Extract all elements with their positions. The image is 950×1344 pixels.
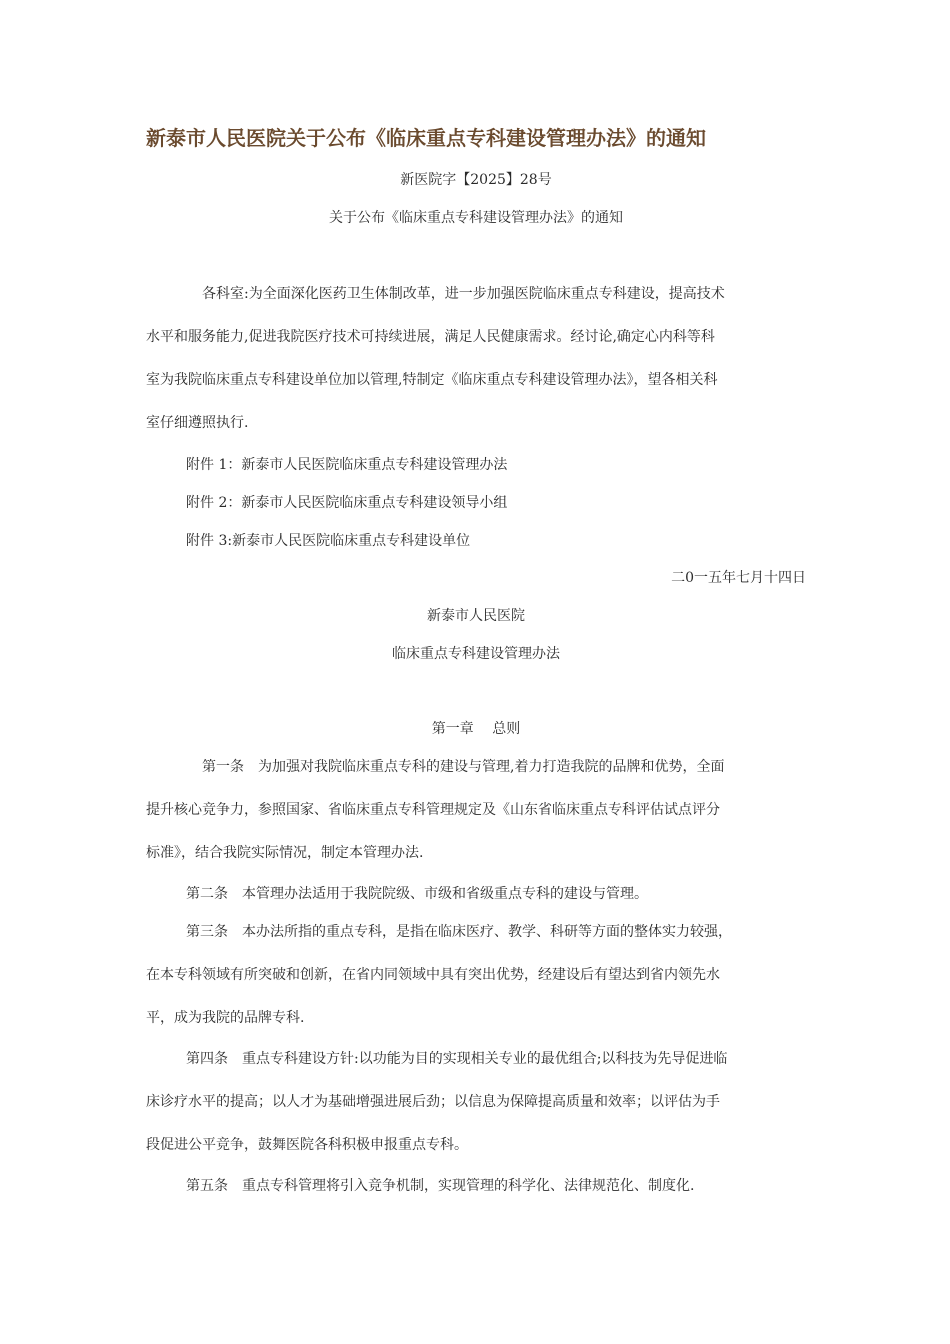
article-1-line-3: 标准》，结合我院实际情况，制定本管理办法. <box>146 845 424 861</box>
article-3-line-2: 在本专科领域有所突破和创新，在省内同领域中具有突出优势，经建设后有望达到省内领先水 <box>146 967 720 983</box>
issuer-name: 新泰市人民医院 <box>427 608 525 624</box>
measures-title: 临床重点专科建设管理办法 <box>392 646 560 662</box>
document-subtitle: 关于公布《临床重点专科建设管理办法》的通知 <box>329 210 623 226</box>
article-3-line-1: 第三条 本办法所指的重点专科，是指在临床医疗、教学、科研等方面的整体实力较强， <box>186 924 732 940</box>
intro-line-2: 水平和服务能力,促进我院医疗技术可持续进展，满足人民健康需求。经讨论,确定心内科等科 <box>146 329 715 345</box>
article-4-line-3: 段促进公平竞争，鼓舞医院各科积极申报重点专科。 <box>146 1137 468 1153</box>
document-number: 新医院字【2025】28号 <box>400 172 552 188</box>
intro-line-3: 室为我院临床重点专科建设单位加以管理,特制定《临床重点专科建设管理办法》，望各相关科 <box>146 372 718 388</box>
article-2: 第二条 本管理办法适用于我院院级、市级和省级重点专科的建设与管理。 <box>186 886 648 902</box>
article-4-line-1: 第四条 重点专科建设方针:以功能为目的实现相关专业的最优组合;以科技为先导促进临 <box>186 1051 728 1067</box>
article-5: 第五条 重点专科管理将引入竞争机制，实现管理的科学化、法律规范化、制度化. <box>186 1178 695 1194</box>
chapter-heading: 第一章 总则 <box>431 721 521 737</box>
attachment-3: 附件 3:新泰市人民医院临床重点专科建设单位 <box>186 533 471 549</box>
document-date: 二0一五年七月十四日 <box>671 570 806 586</box>
article-1-line-1: 第一条 为加强对我院临床重点专科的建设与管理,着力打造我院的品牌和优势，全面 <box>202 759 725 775</box>
article-1-line-2: 提升核心竞争力，参照国家、省临床重点专科管理规定及《山东省临床重点专科评估试点评分 <box>146 802 720 818</box>
article-4-line-2: 床诊疗水平的提高；以人才为基础增强进展后劲；以信息为保障提高质量和效率；以评估为手 <box>146 1094 720 1110</box>
intro-line-1: 各科室:为全面深化医药卫生体制改革，进一步加强医院临床重点专科建设，提高技术 <box>202 286 725 302</box>
document-title: 新泰市人民医院关于公布《临床重点专科建设管理办法》的通知 <box>146 126 706 150</box>
attachment-2: 附件 2：新泰市人民医院临床重点专科建设领导小组 <box>186 495 508 511</box>
attachment-1: 附件 1：新泰市人民医院临床重点专科建设管理办法 <box>186 457 508 473</box>
article-3-line-3: 平，成为我院的品牌专科. <box>146 1010 305 1026</box>
intro-line-4: 室仔细遵照执行. <box>146 415 249 431</box>
